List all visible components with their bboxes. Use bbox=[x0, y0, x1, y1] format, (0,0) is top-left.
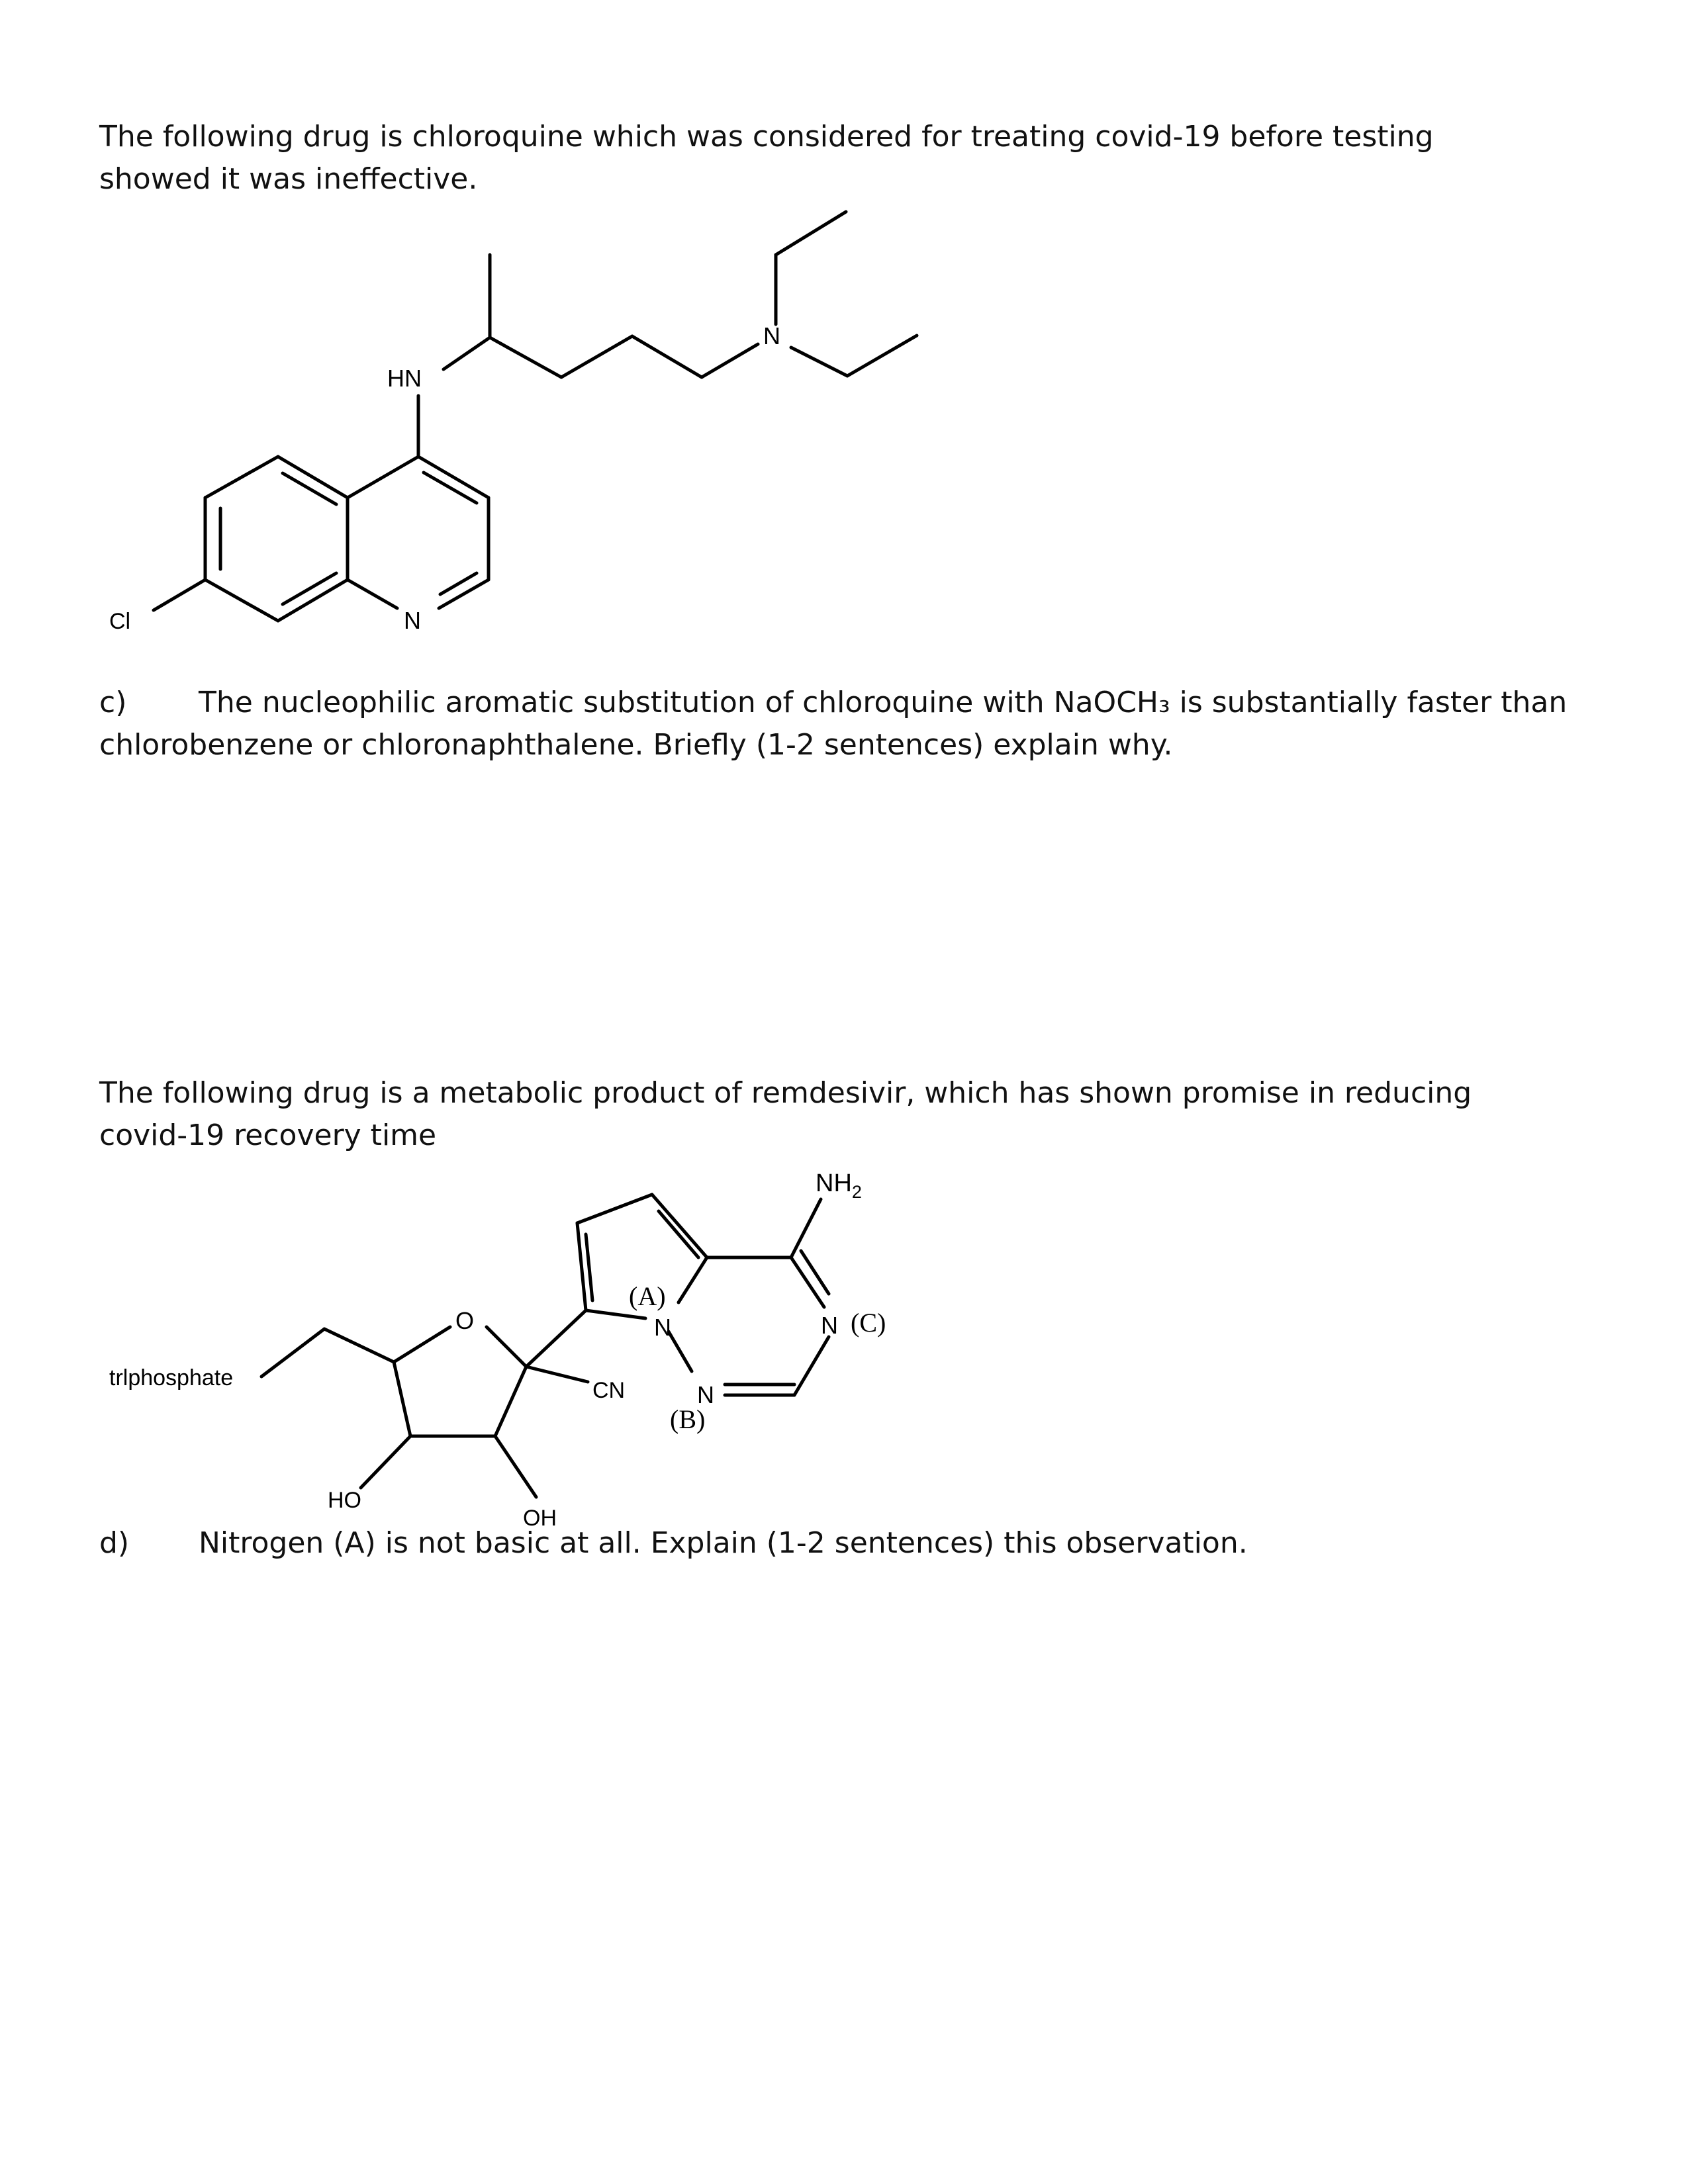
remdesivir-n-b-label: N bbox=[697, 1381, 714, 1408]
question-c-line-2: chlorobenzene or chloronaphthalene. Briefly (1-2 sentences) explain why. bbox=[99, 728, 1173, 762]
remdesivir-tag-b: (B) bbox=[670, 1404, 706, 1434]
chloroquine-intro-line-2: showed it was ineffective. bbox=[99, 162, 478, 196]
remdesivir-intro-line-1: The following drug is a metabolic product of remdesivir, which has shown promise in reducing bbox=[99, 1076, 1472, 1110]
chloroquine-ring-n-label: N bbox=[404, 607, 421, 634]
chloroquine-amine-n-label: N bbox=[763, 322, 780, 349]
remdesivir-triphosphate-label: trlphosphate bbox=[109, 1365, 234, 1390]
remdesivir-tag-c: (C) bbox=[851, 1308, 886, 1338]
remdesivir-oh-label: OH bbox=[523, 1506, 557, 1531]
chloroquine-hn-label: HN bbox=[387, 365, 422, 392]
remdesivir-n-c-label: N bbox=[821, 1312, 838, 1339]
remdesivir-cn-label: CN bbox=[592, 1378, 626, 1403]
remdesivir-ho-label: HO bbox=[328, 1488, 361, 1513]
remdesivir-nh2-label: $NH_2$ bbox=[816, 1169, 862, 1202]
chloroquine-intro-line-1: The following drug is chloroquine which was considered for treating covid-19 before testing bbox=[99, 120, 1434, 154]
remdesivir-intro-line-2: covid-19 recovery time bbox=[99, 1118, 437, 1152]
chloroquine-cl-label: Cl bbox=[109, 609, 131, 634]
remdesivir-ring-o-label: O bbox=[455, 1307, 475, 1334]
remdesivir-tag-a: (A) bbox=[629, 1281, 666, 1311]
remdesivir-n-a-label: N bbox=[654, 1314, 671, 1341]
question-d-label: d) bbox=[99, 1526, 130, 1560]
question-d-text: Nitrogen (A) is not basic at all. Explain (1-2 sentences) this observation. bbox=[199, 1526, 1248, 1560]
question-c-line-1: The nucleophilic aromatic substitution of chloroquine with NaOCH₃ is substantially faster than bbox=[199, 686, 1568, 719]
question-c-label: c) bbox=[99, 686, 127, 719]
question-d bbox=[99, 1522, 1248, 1565]
